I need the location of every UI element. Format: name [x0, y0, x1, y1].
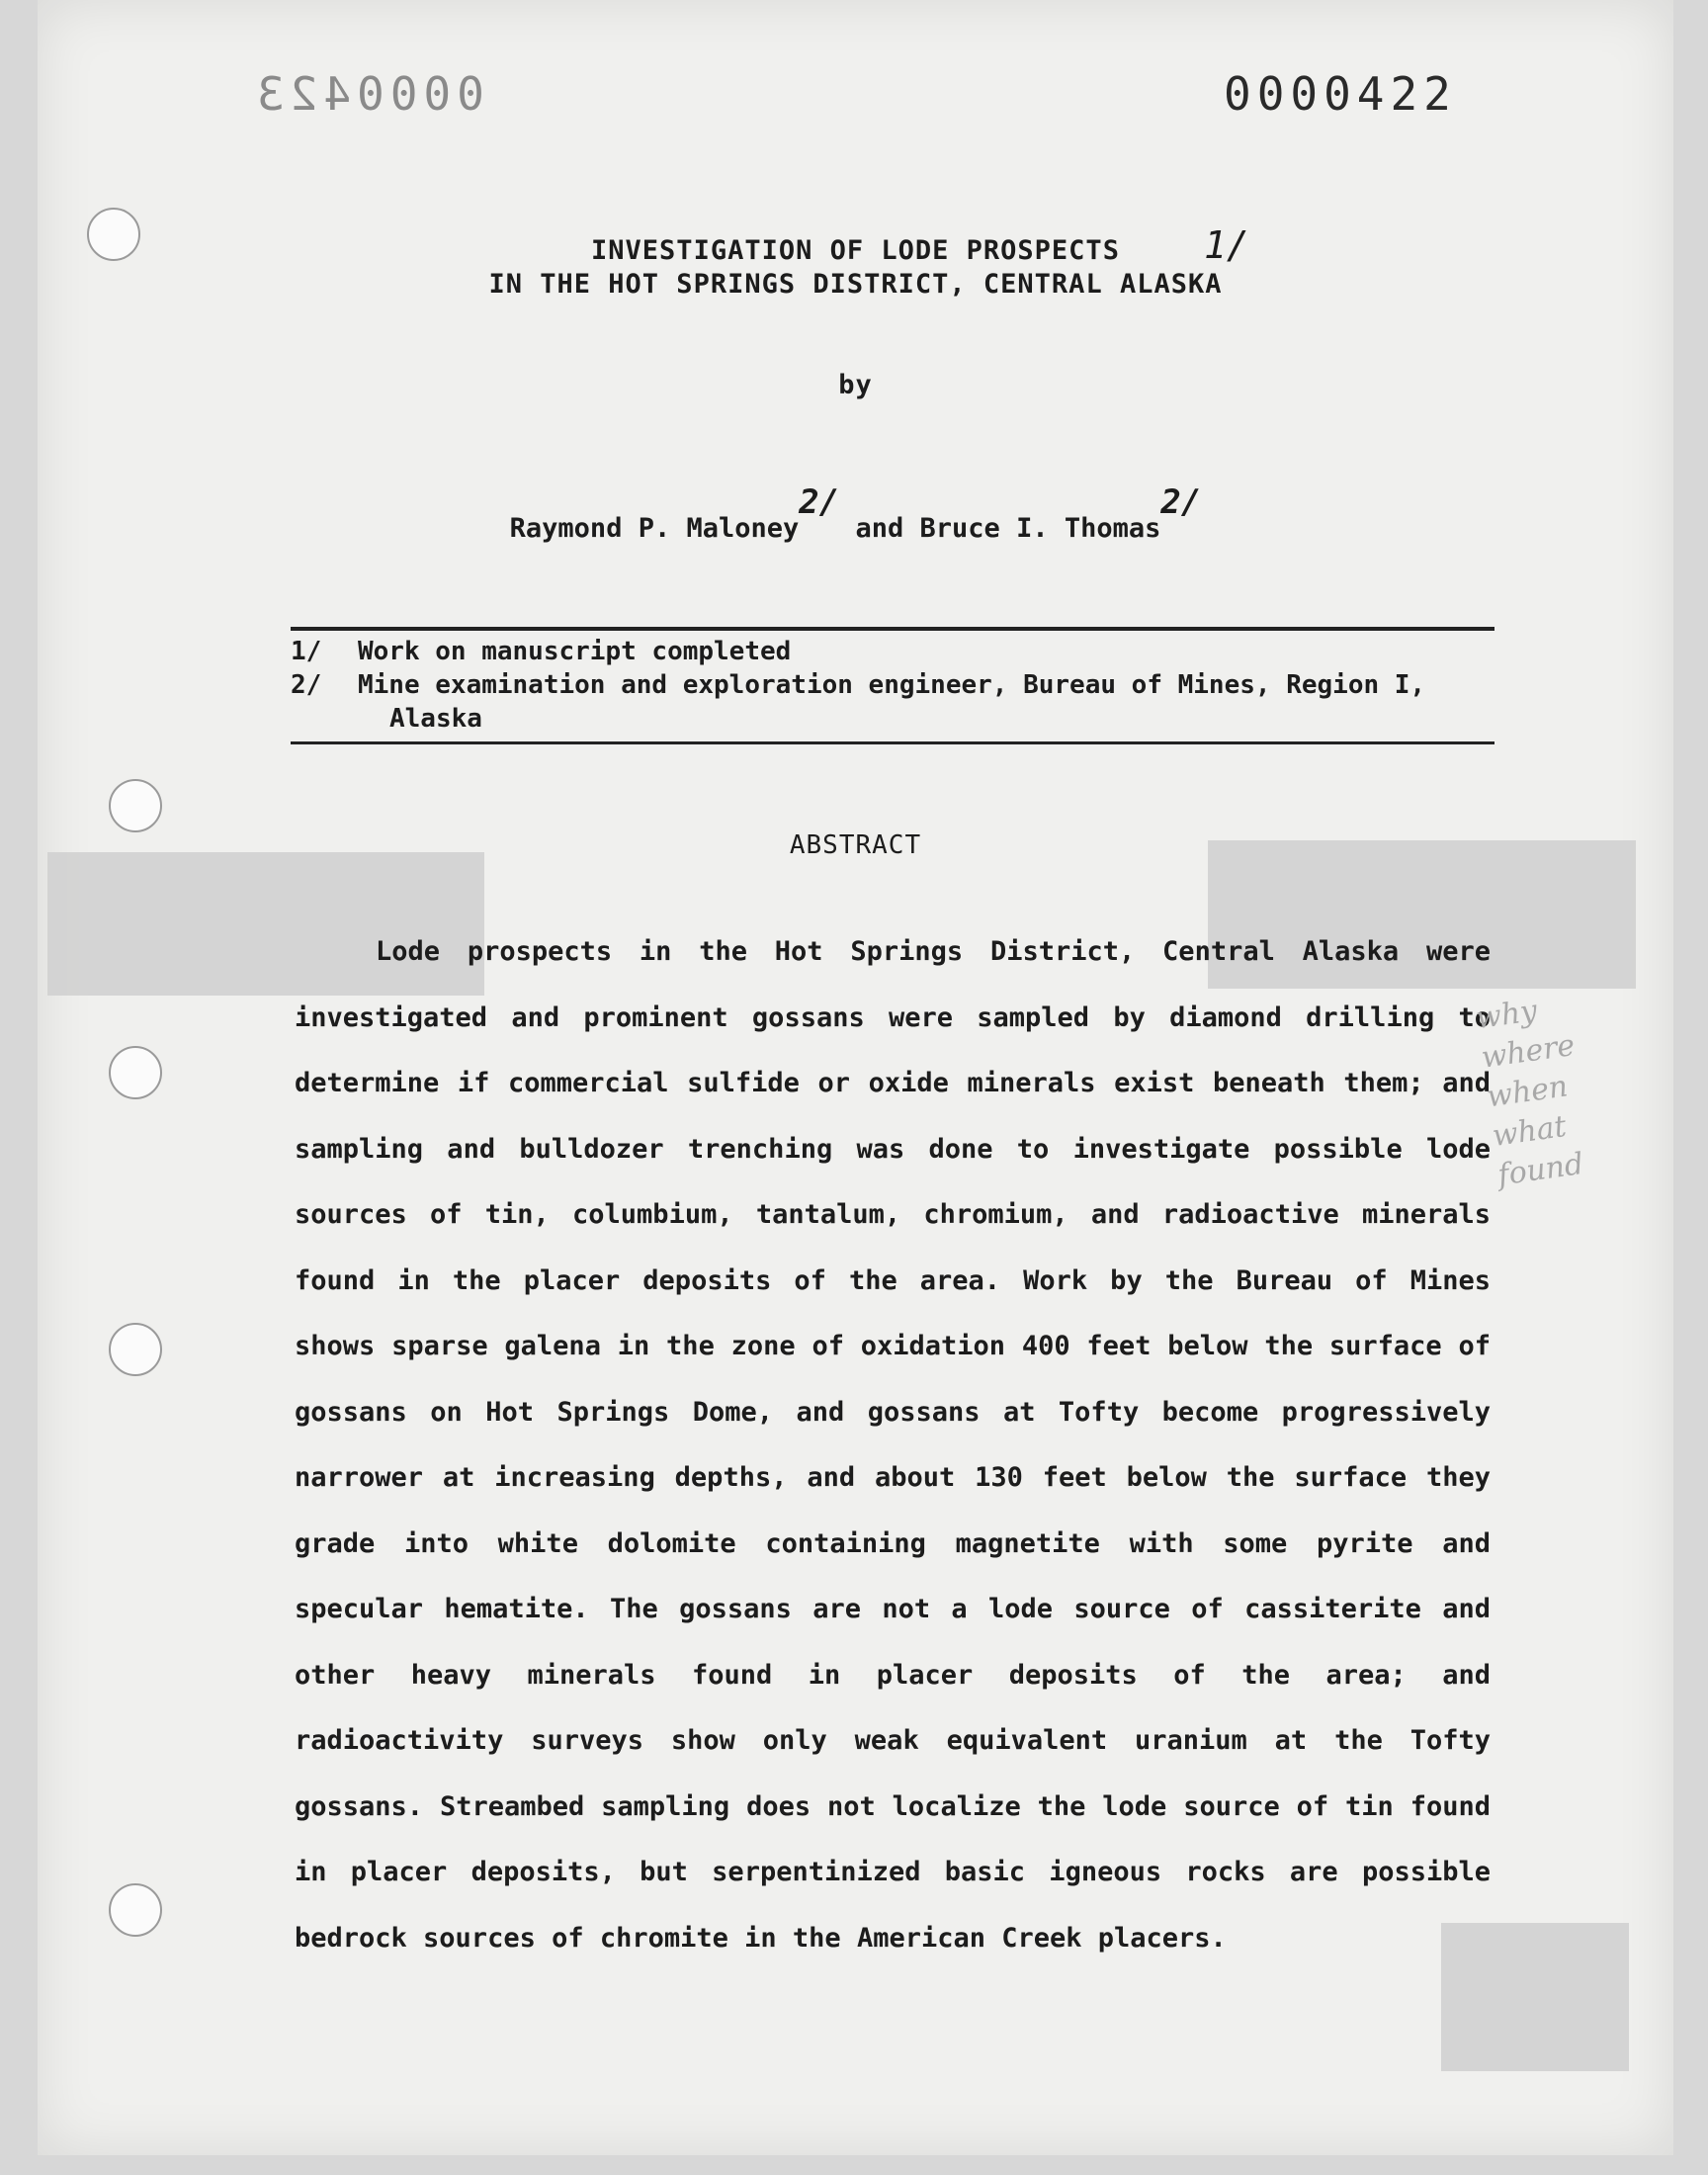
- footnote-2-continued: [291, 702, 1494, 736]
- byline-authors: [38, 482, 1673, 544]
- abstract-heading: ABSTRACT: [789, 830, 922, 860]
- title-line-2: IN THE HOT SPRINGS DISTRICT, CENTRAL ALASKA: [488, 269, 1223, 300]
- footnotes: [291, 627, 1494, 744]
- author-2: Bruce I. Thomas: [919, 513, 1161, 544]
- punch-hole: [109, 779, 162, 832]
- abstract-paragraph: Lode prospects in the Hot Springs District, Central Alaska were investigated and prominent gossans were sampled by diamond drilling to determine if commercial sulfide or oxide minerals exist beneath them; and sampling and bulldozer trenching was done to investigate possible lode sources of tin, columbium, tantalum, chromium, and radioactive minerals found in the placer deposits of the area. Work by the Bureau of Mines shows sparse galena in the zone of oxidation 400 feet below the surface of gossans on Hot Springs Dome, and gossans at Tofty become progressively narrower at increasing depths, and about 130 feet below the surface they grade into white dolomite containing magnetite with some pyrite and specular hematite. The gossans are not a lode source of cassiterite and other heavy minerals found in placer deposits of the area; and radioactivity surveys show only weak equivalent uranium at the Tofty gossans. Streambed sampling does not localize the lode source of tin found in placer deposits, but serpentinized basic igneous rocks are possible bedrock sources of chromite in the American Creek placers.: [295, 936, 1491, 1954]
- byline-and: and: [855, 513, 904, 544]
- abstract-body: [295, 919, 1491, 1971]
- title-footnote-mark: 1/: [1204, 223, 1249, 267]
- author-2-mark: 2/: [1160, 482, 1202, 522]
- footnote-2: [291, 668, 1494, 702]
- footnote-mark: 1/: [291, 637, 322, 666]
- document-page: [38, 0, 1673, 2155]
- margin-notes: why where when what found: [1474, 993, 1586, 1193]
- footnote-text: Alaska: [389, 704, 482, 734]
- punch-hole: [109, 1883, 162, 1937]
- author-1: Raymond P. Maloney: [509, 513, 800, 544]
- title-line-1: INVESTIGATION OF LODE PROSPECTS: [591, 235, 1120, 266]
- page-number: 0000422: [1224, 67, 1457, 121]
- footnote-mark: [291, 702, 389, 736]
- byline-by: by: [838, 370, 873, 400]
- footnote-1: [291, 635, 1494, 668]
- punch-hole: [109, 1046, 162, 1099]
- footnote-text: Work on manuscript completed: [358, 637, 792, 666]
- footnote-text: Mine examination and exploration engineer, Bureau of Mines, Region I,: [358, 670, 1426, 700]
- mirrored-page-number: 0000423: [251, 67, 484, 121]
- punch-hole: [109, 1323, 162, 1376]
- author-1-mark: 2/: [799, 482, 840, 522]
- footnote-mark: 2/: [291, 670, 322, 700]
